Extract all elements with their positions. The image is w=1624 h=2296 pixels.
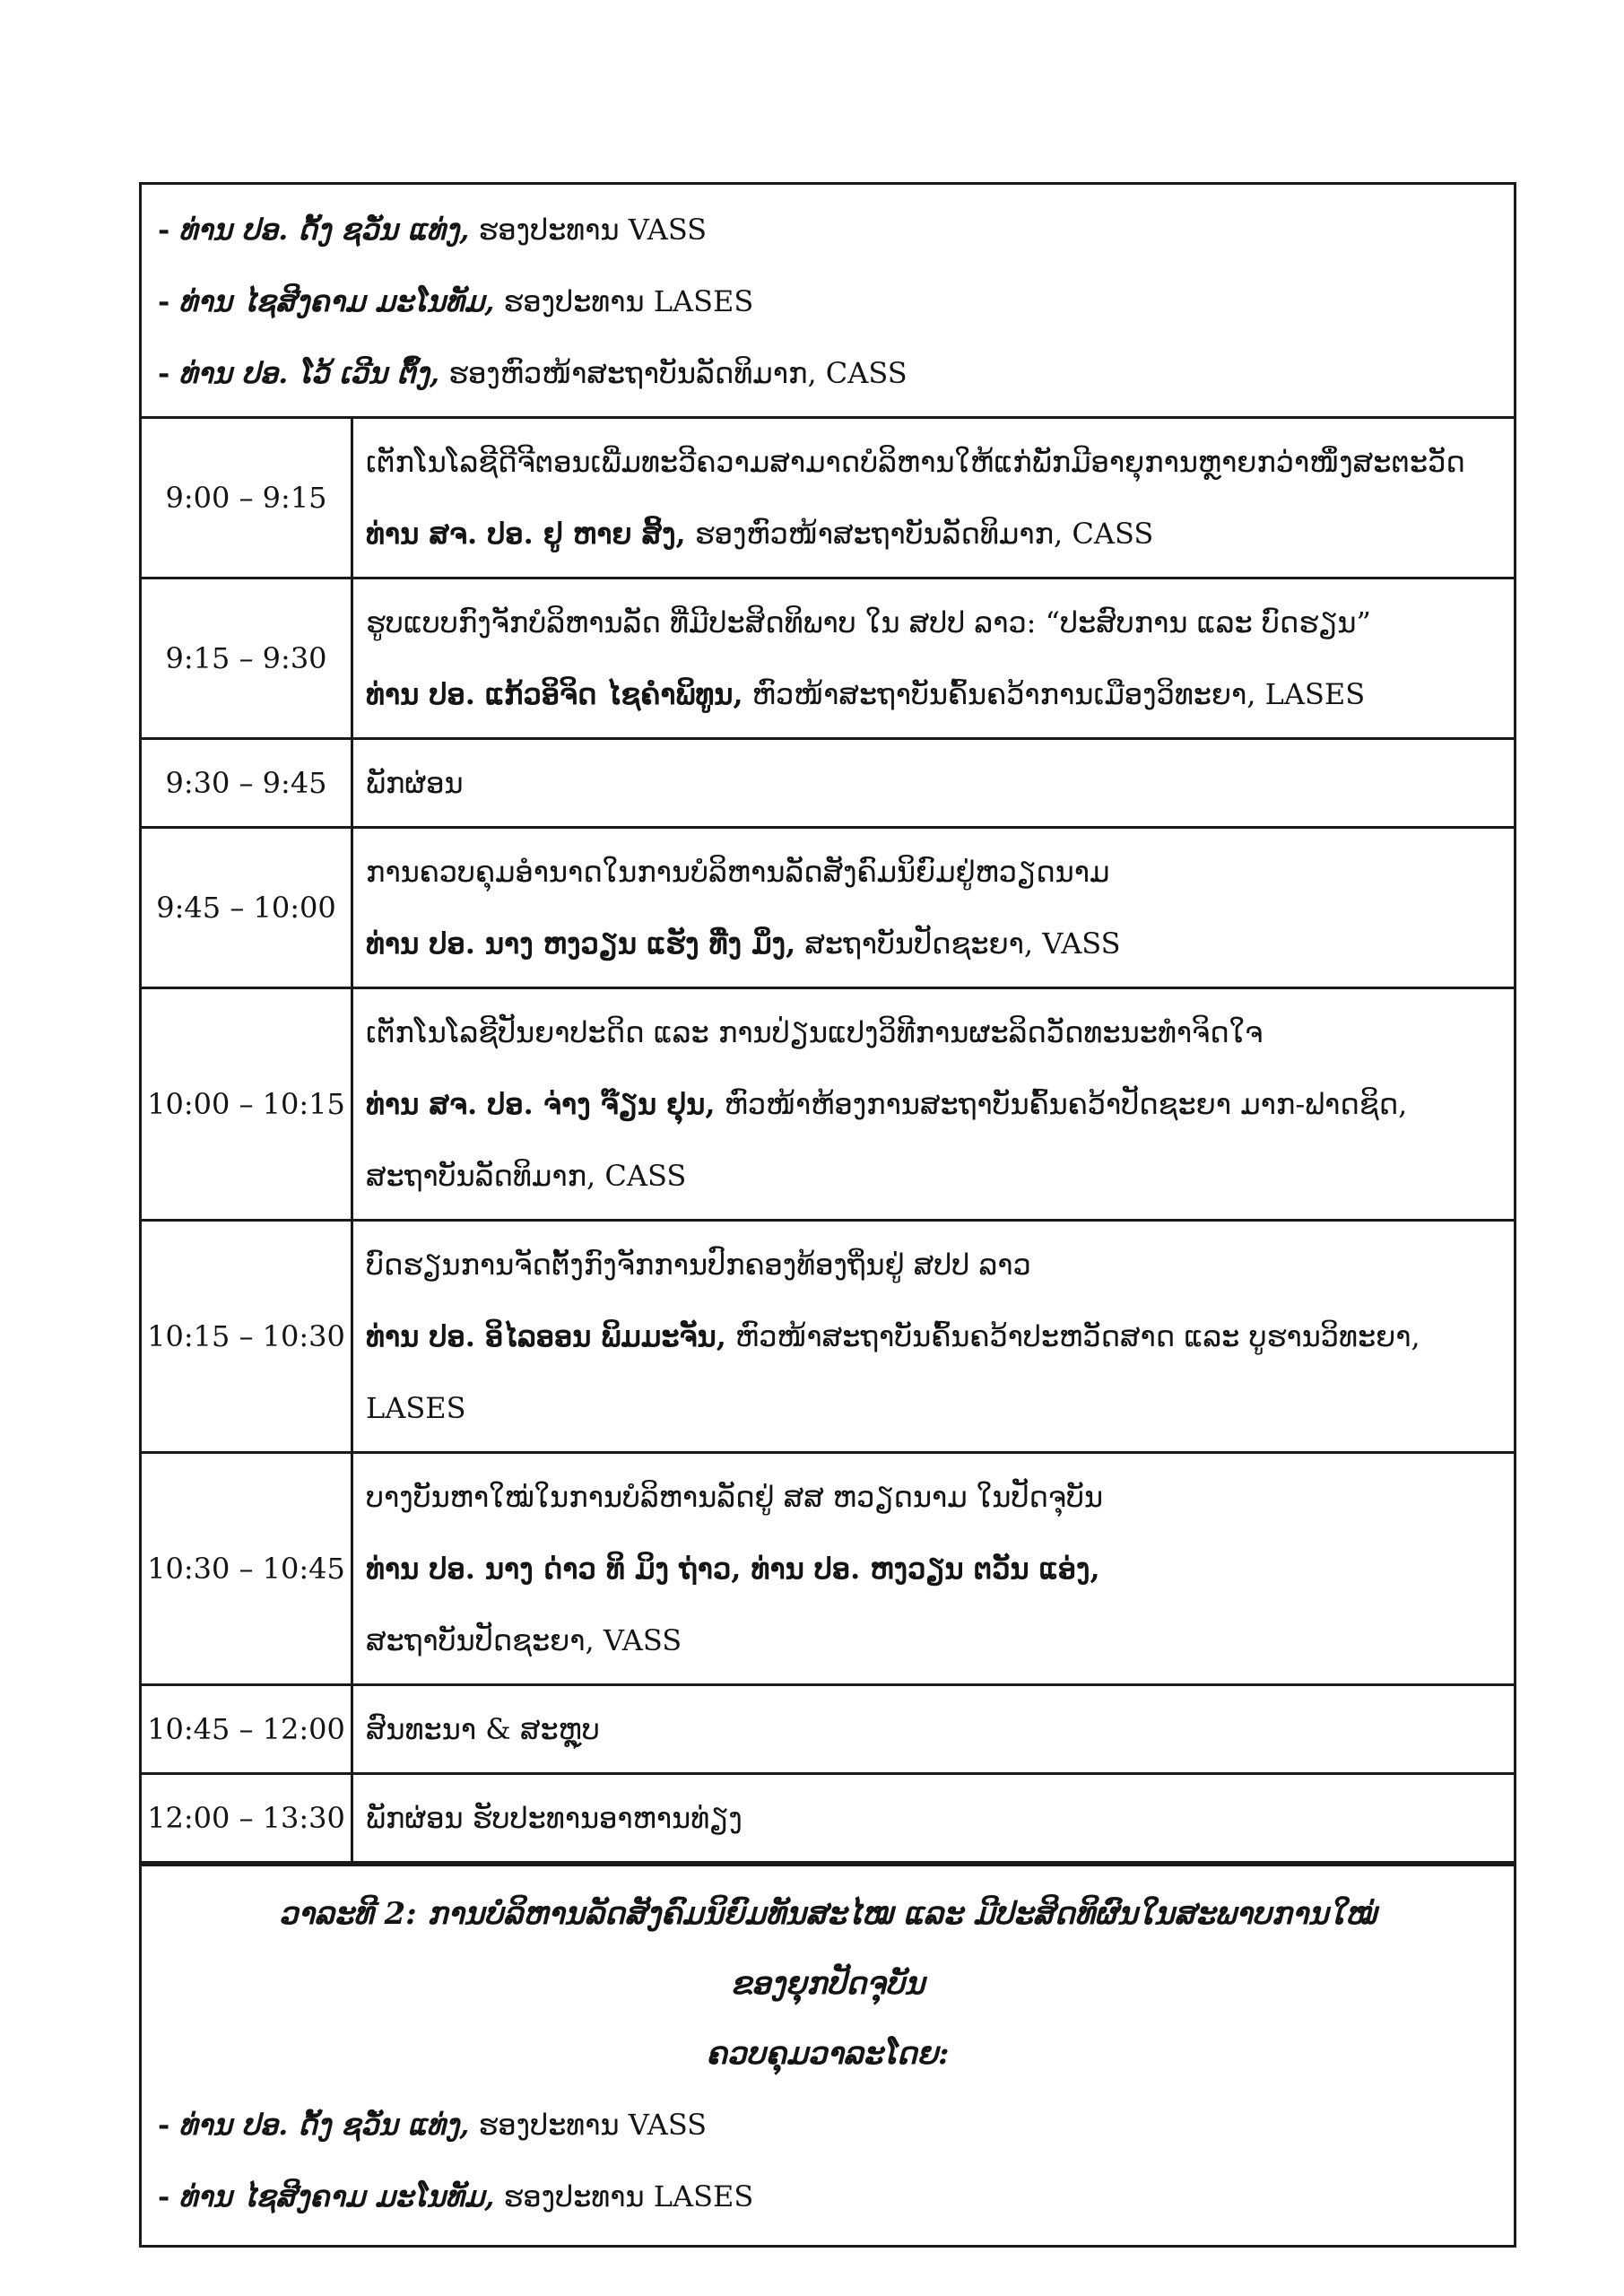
item-title: ພັກຜ່ອນ ຮັບປະທານອາຫານທ່ຽງ xyxy=(366,1801,743,1835)
schedule-row xyxy=(142,419,1514,579)
session-title: ວາລະທີ 2: ການບໍລິຫານລັດສັງຄົມນິຍົມທັນສະໄໝ ແລະ ມີປະສິດທິຜົນໃນສະພາບການໃໝ່ xyxy=(278,1896,1377,1932)
schedule-row xyxy=(142,1222,1514,1454)
time-slot: 9:00 – 9:15 xyxy=(142,419,353,577)
agenda-item xyxy=(353,989,1514,1219)
speaker-affiliation: ສະຖາບັນປັດຊະຍາ, VASS xyxy=(366,1623,682,1657)
time-slot: 12:00 – 13:30 xyxy=(142,1775,353,1861)
item-title: ສົນທະນາ & ສະຫຼຸບ xyxy=(366,1712,600,1746)
schedule-row xyxy=(142,829,1514,989)
item-title: ເຕັກໂນໂລຊີດີຈີຕອນເພີ່ມທະວີຄວາມສາມາດບໍລິຫານໃຫ້ແກ່ພັກມີອາຍຸການຫຼາຍກວ່າໜຶ່ງສະຕະວັດ xyxy=(366,445,1465,479)
agenda-item xyxy=(353,740,1514,826)
schedule-row xyxy=(142,1454,1514,1686)
time-slot: 9:30 – 9:45 xyxy=(142,740,353,826)
item-title: ເຕັກໂນໂລຊີປັນຍາປະດິດ ແລະ ການປ່ຽນແປງວິທີການຜະລິດວັດທະນະທຳຈິດໃຈ xyxy=(366,1015,1264,1049)
schedule-row xyxy=(142,989,1514,1222)
chair-line: - ທ່ານ ປອ. ດັ້ງ ຊວັ່ນ ແທ່ງ, ຮອງປະທານ VASS xyxy=(158,213,708,247)
agenda-item xyxy=(353,1454,1514,1683)
item-title: ການຄວບຄຸມອຳນາດໃນການບໍລິຫານລັດສັງຄົມນິຍົມຢູ່ຫວຽດນາມ xyxy=(366,855,1110,889)
speaker-line: ທ່ານ ປອ. ນາງ ດ່າວ ທິ ມິງ ຖ່າວ, ທ່ານ ປອ. ຫງວຽນ ຕວັນ ແອ່ງ, xyxy=(366,1552,1100,1586)
time-slot: 10:00 – 10:15 xyxy=(142,989,353,1219)
agenda-item xyxy=(353,1775,1514,1861)
item-title: ບາງບັນຫາໃໝ່ໃນການບໍລິຫານລັດຢູ່ ສສ ຫວຽດນາມ ໃນປັດຈຸບັນ xyxy=(366,1480,1104,1514)
agenda-item xyxy=(353,579,1514,737)
speaker-affiliation: LASES xyxy=(366,1391,466,1425)
session-2-block xyxy=(142,1864,1514,2245)
chair-label: ຄວບຄຸມວາລະໂດຍ: xyxy=(706,2036,950,2072)
agenda-item xyxy=(353,829,1514,987)
time-slot: 9:45 – 10:00 xyxy=(142,829,353,987)
schedule-row xyxy=(142,1775,1514,1864)
session-chairs-block xyxy=(142,185,1514,419)
time-slot: 10:30 – 10:45 xyxy=(142,1454,353,1683)
schedule-row xyxy=(142,740,1514,829)
item-title: ພັກຜ່ອນ xyxy=(366,766,464,800)
schedule-row xyxy=(142,579,1514,740)
session-title-cont: ຂອງຍຸກປັດຈຸບັນ xyxy=(730,1966,925,2002)
item-title: ບົດຮຽນການຈັດຕັ້ງກົງຈັກການປົກຄອງທ້ອງຖິ່ນຢູ່ ສປປ ລາວ xyxy=(366,1248,1031,1282)
item-title: ຮູບແບບກົງຈັກບໍລິຫານລັດ ທີ່ມີປະສິດທິພາບ ໃນ ສປປ ລາວ: “ປະສົບການ ແລະ ບົດຮຽນ” xyxy=(366,605,1371,639)
time-slot: 10:15 – 10:30 xyxy=(142,1222,353,1451)
time-slot: 9:15 – 9:30 xyxy=(142,579,353,737)
agenda-item xyxy=(353,1222,1514,1451)
schedule-row xyxy=(142,1686,1514,1775)
agenda-table xyxy=(139,182,1516,2248)
speaker-line: ທ່ານ ປອ. ອິໄລອອນ ພິມມະຈັນ, ຫົວໜ້າສະຖາບັນຄົ້ນຄວ້າປະຫວັດສາດ ແລະ ບູຮານວິທະຍາ, xyxy=(366,1319,1420,1353)
agenda-item xyxy=(353,419,1514,577)
speaker-affiliation: ສະຖາບັນລັດທິມາກ, CASS xyxy=(366,1159,687,1193)
time-slot: 10:45 – 12:00 xyxy=(142,1686,353,1772)
speaker-line: ທ່ານ ສຈ. ປອ. ຈ່າງ ຈ໊ຽນ ຢຸນ, ຫົວໜ້າຫ້ອງການສະຖາບັນຄົ້ນຄວ້າປັດຊະຍາ ມາກ-ຟາດຊິດ, xyxy=(366,1087,1408,1121)
chair-line: - ທ່ານ ປອ. ໂວ້ ເວີນ ຕຶ້ງ, ຮອງຫົວໜ້າສະຖາບັນລັດທິມາກ, CASS xyxy=(158,356,908,390)
chair-line: - ທ່ານ ໄຊສີງຄາມ ມະໂນທັມ, ຮອງປະທານ LASES xyxy=(158,284,754,318)
chair-line: - ທ່ານ ໄຊສີງຄາມ ມະໂນທັມ, ຮອງປະທານ LASES xyxy=(158,2179,754,2213)
chair-line: - ທ່ານ ປອ. ດັ້ງ ຊວັ່ນ ແທ່ງ, ຮອງປະທານ VASS xyxy=(158,2108,708,2142)
speaker-line: ທ່ານ ປອ. ແກ້ວອິຈິດ ໄຊຄຳພິທູນ, ຫົວໜ້າສະຖາບັນຄົ້ນຄວ້າການເມືອງວິທະຍາ, LASES xyxy=(366,677,1366,711)
agenda-item xyxy=(353,1686,1514,1772)
speaker-line: ທ່ານ ປອ. ນາງ ຫງວຽນ ແຮັງ ທື່ງ ມິ່ງ, ສະຖາບັນປັດຊະຍາ, VASS xyxy=(366,926,1121,961)
speaker-line: ທ່ານ ສຈ. ປອ. ຢູ ຫາຍ ສິ້ງ, ຮອງຫົວໜ້າສະຖາບັນລັດທິມາກ, CASS xyxy=(366,517,1154,551)
